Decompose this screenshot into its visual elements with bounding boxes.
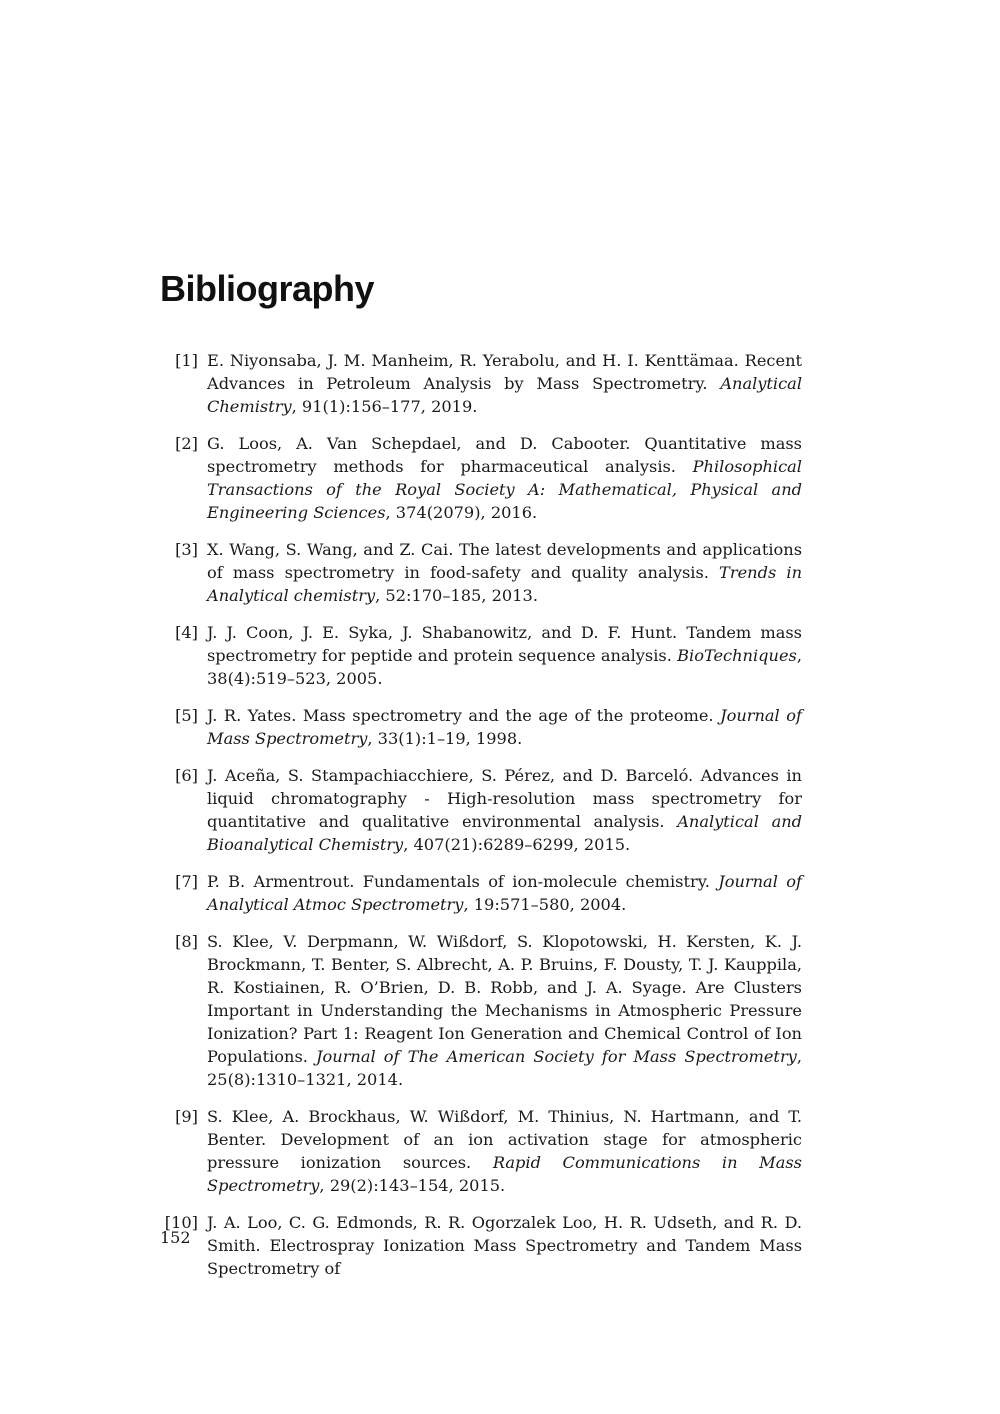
bibliography-entry [160,1105,802,1197]
bibliography-entry [160,621,802,690]
entry-details: , 38(4):519–523, 2005. [207,646,802,688]
entry-details: , 52:170–185, 2013. [375,586,538,605]
entry-citation: S. Klee, V. Derpmann, W. Wißdorf, S. Klopotowski, H. Kersten, K. J. Brockmann, T. Benter, S. Albrecht, A. P. Bruins, F. Dousty, T. J. Kauppila, R. Kostiainen, R. O’Brien, D. B. Robb, and J. A. Syage. Are Clusters Important in Understanding the Mechanisms in Atmospheric Pressure Ionization? Part 1: Reagent Ion Generation and Chemical Control of Ion Populations. [207,932,802,1066]
bibliography-entry [160,538,802,607]
entry-number: [4] [175,623,198,642]
bibliography-entry [160,1211,802,1280]
entry-number: [8] [175,932,198,951]
entry-number: [2] [175,434,198,453]
entry-venue: BioTechniques [677,646,797,665]
entry-number: [10] [164,1213,198,1232]
entry-details: , 407(21):6289–6299, 2015. [403,835,631,854]
entry-citation: S. Klee, A. Brockhaus, W. Wißdorf, M. Thinius, N. Hartmann, and T. Benter. Development of an ion activation stage for atmospheric pressure ionization sources. [207,1107,802,1172]
entry-number: [1] [175,351,198,370]
entry-venue: Journal of Analytical Atmoc Spectrometry [207,872,802,914]
entry-citation: X. Wang, S. Wang, and Z. Cai. The latest developments and applications of mass spectrometry in food-safety and quality analysis. [207,540,802,582]
entry-venue: Journal of Mass Spectrometry [207,706,802,748]
entry-citation: P. B. Armentrout. Fundamentals of ion-molecule chemistry. [207,872,719,891]
entry-details: , 374(2079), 2016. [385,503,538,522]
entry-venue: Philosophical Transactions of the Royal Society A: Mathematical, Physical and Engineering Sciences [207,457,802,522]
bibliography-entry [160,764,802,856]
bibliography-entry [160,704,802,750]
bibliography-list [160,349,802,1294]
bibliography-entry [160,930,802,1091]
entry-venue: Analytical and Bioanalytical Chemistry [207,812,803,854]
entry-citation: J. A. Loo, C. G. Edmonds, R. R. Ogorzalek Loo, H. R. Udseth, and R. D. Smith. Electrospray Ionization Mass Spectrometry and Tandem Mass Spectrometry of [207,1213,802,1278]
entry-number: [3] [175,540,198,559]
entry-number: [6] [175,766,198,785]
entry-number: [9] [175,1107,198,1126]
entry-citation: J. J. Coon, J. E. Syka, J. Shabanowitz, and D. F. Hunt. Tandem mass spectrometry for peptide and protein sequence analysis. [207,623,802,665]
entry-venue: Rapid Communications in Mass Spectrometry [207,1153,802,1195]
entry-details: , 33(1):1–19, 1998. [367,729,523,748]
entry-venue: Trends in Analytical chemistry [207,563,802,605]
entry-details: , 29(2):143–154, 2015. [319,1176,506,1195]
bibliography-entry [160,870,802,916]
bibliography-entry [160,349,802,418]
entry-details: , 25(8):1310–1321, 2014. [207,1047,802,1089]
entry-citation: G. Loos, A. Van Schepdael, and D. Cabooter. Quantitative mass spectrometry methods for pharmaceutical analysis. [207,434,802,476]
entry-number: [7] [175,872,198,891]
entry-citation: E. Niyonsaba, J. M. Manheim, R. Yerabolu, and H. I. Kenttämaa. Recent Advances in Petroleum Analysis by Mass Spectrometry. [207,351,802,393]
entry-details: , 91(1):156–177, 2019. [291,397,478,416]
entry-venue: Journal of The American Society for Mass Spectrometry [316,1047,797,1066]
entry-citation: J. R. Yates. Mass spectrometry and the age of the proteome. [207,706,721,725]
entry-citation: J. Aceña, S. Stampachiacchiere, S. Pérez, and D. Barceló. Advances in liquid chromatography - High-resolution mass spectrometry for quantitative and qualitative environmental analysis. [207,766,802,831]
bibliography-entry [160,432,802,524]
page-number: 152 [160,1228,191,1247]
entry-details: , 19:571–580, 2004. [463,895,627,914]
entry-venue: Analytical Chemistry [207,374,802,416]
page-title: Bibliography [160,268,375,309]
entry-number: [5] [175,706,198,725]
